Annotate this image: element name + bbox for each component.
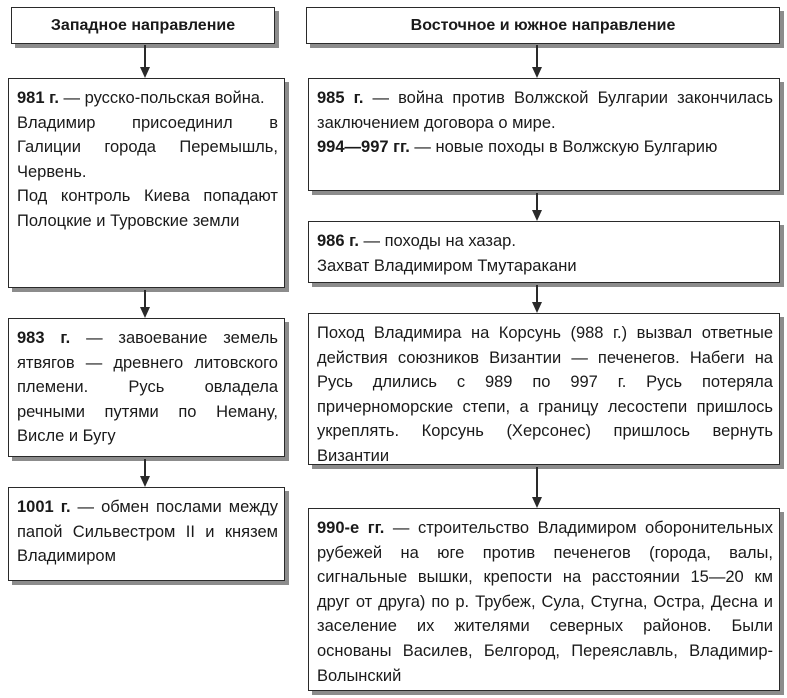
east-header-title: Восточное и южное направление bbox=[410, 16, 676, 34]
west-box-983 bbox=[8, 318, 285, 457]
east-header bbox=[306, 7, 780, 44]
east-986-line-2: Захват Владимиром Тмутаракани bbox=[317, 256, 577, 275]
west-box-1001 bbox=[8, 487, 285, 581]
year-label: 994—997 гг. bbox=[317, 138, 410, 157]
west-1001-text: 1001 г. — обмен послами между папой Сильвестром II и князем Владимиром bbox=[17, 498, 278, 566]
west-981-line-2: Владимир присоединил в Галиции города Перемышль, Червень. bbox=[17, 113, 278, 181]
east-986-line-1: 986 г. — походы на хазар. bbox=[317, 232, 516, 250]
east-985-line-2: 994—997 гг. — новые походы в Волжскую Булгарию bbox=[317, 138, 718, 157]
year-label: 1001 г. bbox=[17, 498, 71, 516]
west-header-title: Западное направление bbox=[50, 16, 236, 34]
east-990-text: 990-е гг. — строительство Владимиром оборонительных рубежей на юге против печенегов (города, валы, сигнальные вышки, крепости на расстоянии 15—20 км друг от друга) по р. Трубеж, Сула, Стугна, Остра, Десна и заселение их жителями северных районов. Были основаны Василев, Белгород, Переяславль, Владимир-Волынский bbox=[317, 519, 773, 685]
year-label: 986 г. bbox=[317, 232, 359, 250]
west-981-line-1: 981 г. — русско-польская война. bbox=[17, 89, 265, 107]
east-box-korsun bbox=[308, 313, 780, 465]
east-korsun-text: Поход Владимира на Корсунь (988 г.) вызвал ответные действия союзников Византии — печенегов. Набеги на Русь длились с 989 по 997 г. Русь потеряла причерноморские степи, а границу лесостепи пришлось укреплять. Корсунь (Херсонес) пришлось вернуть Византии bbox=[317, 324, 773, 465]
year-label: 983 г. bbox=[17, 329, 71, 347]
east-box-990 bbox=[308, 508, 780, 691]
year-label: 981 г. bbox=[17, 89, 59, 107]
east-985-line-1: 985 г. — война против Волжской Булгарии закончилась заключением договора о мире. bbox=[317, 89, 773, 132]
year-label: 985 г. bbox=[317, 89, 364, 107]
west-box-981 bbox=[8, 78, 285, 288]
west-header bbox=[11, 7, 275, 44]
west-981-line-3: Под контроль Киева попадают Полоцкие и Туровские земли bbox=[17, 187, 278, 230]
year-label: 990-е гг. bbox=[317, 519, 385, 537]
east-box-986 bbox=[308, 221, 780, 283]
east-box-985 bbox=[308, 78, 780, 191]
west-983-text: 983 г. — завоевание земель ятвягов — древнего литовского племени. Русь овладела речными путями по Неману, Висле и Бугу bbox=[17, 329, 278, 446]
